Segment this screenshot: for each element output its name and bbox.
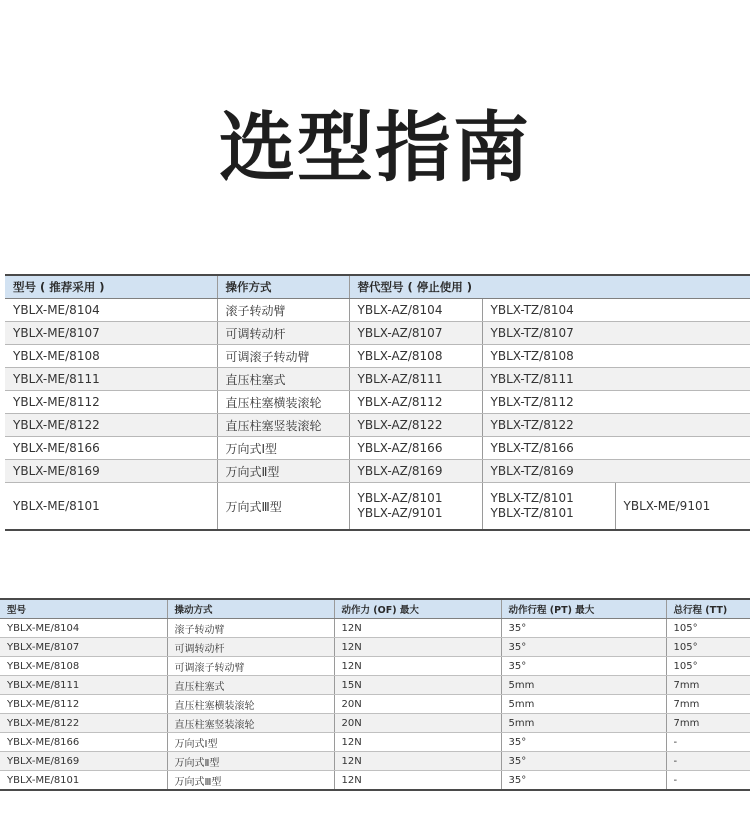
cell-replacement-az: YBLX-AZ/8107 [349, 322, 482, 345]
cell-model: YBLX-ME/8169 [0, 752, 167, 771]
cell-total-travel: - [666, 752, 750, 771]
cell-operation: 可调滚子转动臂 [217, 345, 349, 368]
spec-table [0, 598, 750, 791]
cell-model: YBLX-ME/8104 [5, 299, 217, 322]
cell-model: YBLX-ME/8104 [0, 619, 167, 638]
cell-force: 12N [334, 771, 501, 791]
table-row [0, 695, 750, 714]
table-row [5, 391, 750, 414]
cell-total-travel: 7mm [666, 695, 750, 714]
cell-total-travel: 7mm [666, 676, 750, 695]
table-header-row [0, 599, 750, 619]
table-row [0, 771, 750, 791]
cell-replacement-az: YBLX-AZ/8104 [349, 299, 482, 322]
cell-model: YBLX-ME/8111 [5, 368, 217, 391]
cell-model: YBLX-ME/8112 [5, 391, 217, 414]
cell-operation: 直压柱塞横装滚轮 [167, 695, 334, 714]
cell-replacement-tz: YBLX-TZ/8104 [482, 299, 750, 322]
cell-model: YBLX-ME/8112 [0, 695, 167, 714]
cell-az-line: YBLX-AZ/9101 [357, 506, 443, 520]
cell-pretravel: 35° [501, 657, 666, 676]
cell-replacement-tz: YBLX-TZ/8108 [482, 345, 750, 368]
table-row [0, 733, 750, 752]
cell-operation: 万向式Ⅰ型 [167, 733, 334, 752]
header-model: 型号 ( 推荐采用 ) [5, 275, 217, 299]
cell-replacement-az: YBLX-AZ/8122 [349, 414, 482, 437]
cell-replacement-az: YBLX-AZ/8166 [349, 437, 482, 460]
cell-replacement-tz: YBLX-TZ/8122 [482, 414, 750, 437]
table-row [0, 657, 750, 676]
table-row [5, 322, 750, 345]
cell-operation: 可调转动杆 [167, 638, 334, 657]
header-replacement: 替代型号 ( 停止使用 ) [349, 275, 750, 299]
cell-replacement-tz: YBLX-TZ/8112 [482, 391, 750, 414]
table-row [5, 460, 750, 483]
cell-total-travel: 7mm [666, 714, 750, 733]
cell-model: YBLX-ME/8166 [0, 733, 167, 752]
cell-replacement-az: YBLX-AZ/8112 [349, 391, 482, 414]
cell-replacement-tz: YBLX-TZ/8166 [482, 437, 750, 460]
cell-operation: 万向式Ⅱ型 [217, 460, 349, 483]
cell-model: YBLX-ME/8108 [5, 345, 217, 368]
cell-replacement-az: YBLX-AZ/8108 [349, 345, 482, 368]
cell-replacement-az [349, 483, 482, 531]
cell-pretravel: 35° [501, 638, 666, 657]
cell-operation: 万向式Ⅱ型 [167, 752, 334, 771]
cell-operation: 万向式Ⅲ型 [217, 483, 349, 531]
cell-model: YBLX-ME/8107 [0, 638, 167, 657]
cell-model: YBLX-ME/8122 [5, 414, 217, 437]
cell-force: 12N [334, 752, 501, 771]
cell-replacement-tz: YBLX-TZ/8169 [482, 460, 750, 483]
cell-operation: 滚子转动臂 [217, 299, 349, 322]
header-total-travel: 总行程 (TT) [666, 599, 750, 619]
cell-replacement-az: YBLX-AZ/8169 [349, 460, 482, 483]
cell-total-travel: - [666, 733, 750, 752]
cell-operation: 直压柱塞竖装滚轮 [217, 414, 349, 437]
cell-operation: 直压柱塞式 [167, 676, 334, 695]
cell-operation: 万向式Ⅰ型 [217, 437, 349, 460]
table-row [5, 437, 750, 460]
cell-pretravel: 35° [501, 733, 666, 752]
cell-replacement-tz: YBLX-TZ/8107 [482, 322, 750, 345]
cell-force: 12N [334, 733, 501, 752]
cell-operation: 可调滚子转动臂 [167, 657, 334, 676]
cell-operation: 万向式Ⅲ型 [167, 771, 334, 791]
cell-total-travel: 105° [666, 619, 750, 638]
table-row [0, 714, 750, 733]
cell-operation: 直压柱塞横装滚轮 [217, 391, 349, 414]
cell-model: YBLX-ME/8108 [0, 657, 167, 676]
selection-table [5, 274, 750, 531]
cell-model: YBLX-ME/8101 [0, 771, 167, 791]
cell-replacement-extra: YBLX-ME/9101 [615, 483, 750, 531]
cell-force: 12N [334, 657, 501, 676]
cell-total-travel: 105° [666, 638, 750, 657]
cell-force: 20N [334, 695, 501, 714]
cell-pretravel: 35° [501, 752, 666, 771]
cell-az-line: YBLX-AZ/8101 [357, 491, 443, 505]
cell-pretravel: 5mm [501, 714, 666, 733]
cell-model: YBLX-ME/8169 [5, 460, 217, 483]
cell-model: YBLX-ME/8166 [5, 437, 217, 460]
cell-force: 12N [334, 619, 501, 638]
cell-replacement-tz [482, 483, 615, 531]
table-row [5, 299, 750, 322]
cell-tz-line: YBLX-TZ/8101 [490, 506, 574, 520]
header-pretravel: 动作行程 (PT) 最大 [501, 599, 666, 619]
cell-model: YBLX-ME/8122 [0, 714, 167, 733]
cell-operation: 可调转动杆 [217, 322, 349, 345]
page-title: 选型指南 [219, 103, 531, 192]
header-model: 型号 [0, 599, 167, 619]
cell-operation: 直压柱塞竖装滚轮 [167, 714, 334, 733]
table-row [5, 345, 750, 368]
cell-operation: 直压柱塞式 [217, 368, 349, 391]
table-row [5, 414, 750, 437]
cell-model: YBLX-ME/8101 [5, 483, 217, 531]
cell-pretravel: 5mm [501, 676, 666, 695]
table-row [0, 676, 750, 695]
table-row [5, 368, 750, 391]
cell-total-travel: - [666, 771, 750, 791]
cell-replacement-tz: YBLX-TZ/8111 [482, 368, 750, 391]
header-force: 动作力 (OF) 最大 [334, 599, 501, 619]
cell-pretravel: 35° [501, 619, 666, 638]
cell-pretravel: 35° [501, 771, 666, 791]
table-row [5, 483, 750, 531]
cell-force: 12N [334, 638, 501, 657]
table-row [0, 752, 750, 771]
header-operation: 操动方式 [167, 599, 334, 619]
table-row [0, 638, 750, 657]
table-header-row [5, 275, 750, 299]
header-operation: 操作方式 [217, 275, 349, 299]
cell-tz-line: YBLX-TZ/8101 [490, 491, 574, 505]
table-row [0, 619, 750, 638]
cell-model: YBLX-ME/8111 [0, 676, 167, 695]
cell-force: 20N [334, 714, 501, 733]
cell-replacement-az: YBLX-AZ/8111 [349, 368, 482, 391]
cell-operation: 滚子转动臂 [167, 619, 334, 638]
cell-total-travel: 105° [666, 657, 750, 676]
cell-force: 15N [334, 676, 501, 695]
cell-model: YBLX-ME/8107 [5, 322, 217, 345]
cell-pretravel: 5mm [501, 695, 666, 714]
